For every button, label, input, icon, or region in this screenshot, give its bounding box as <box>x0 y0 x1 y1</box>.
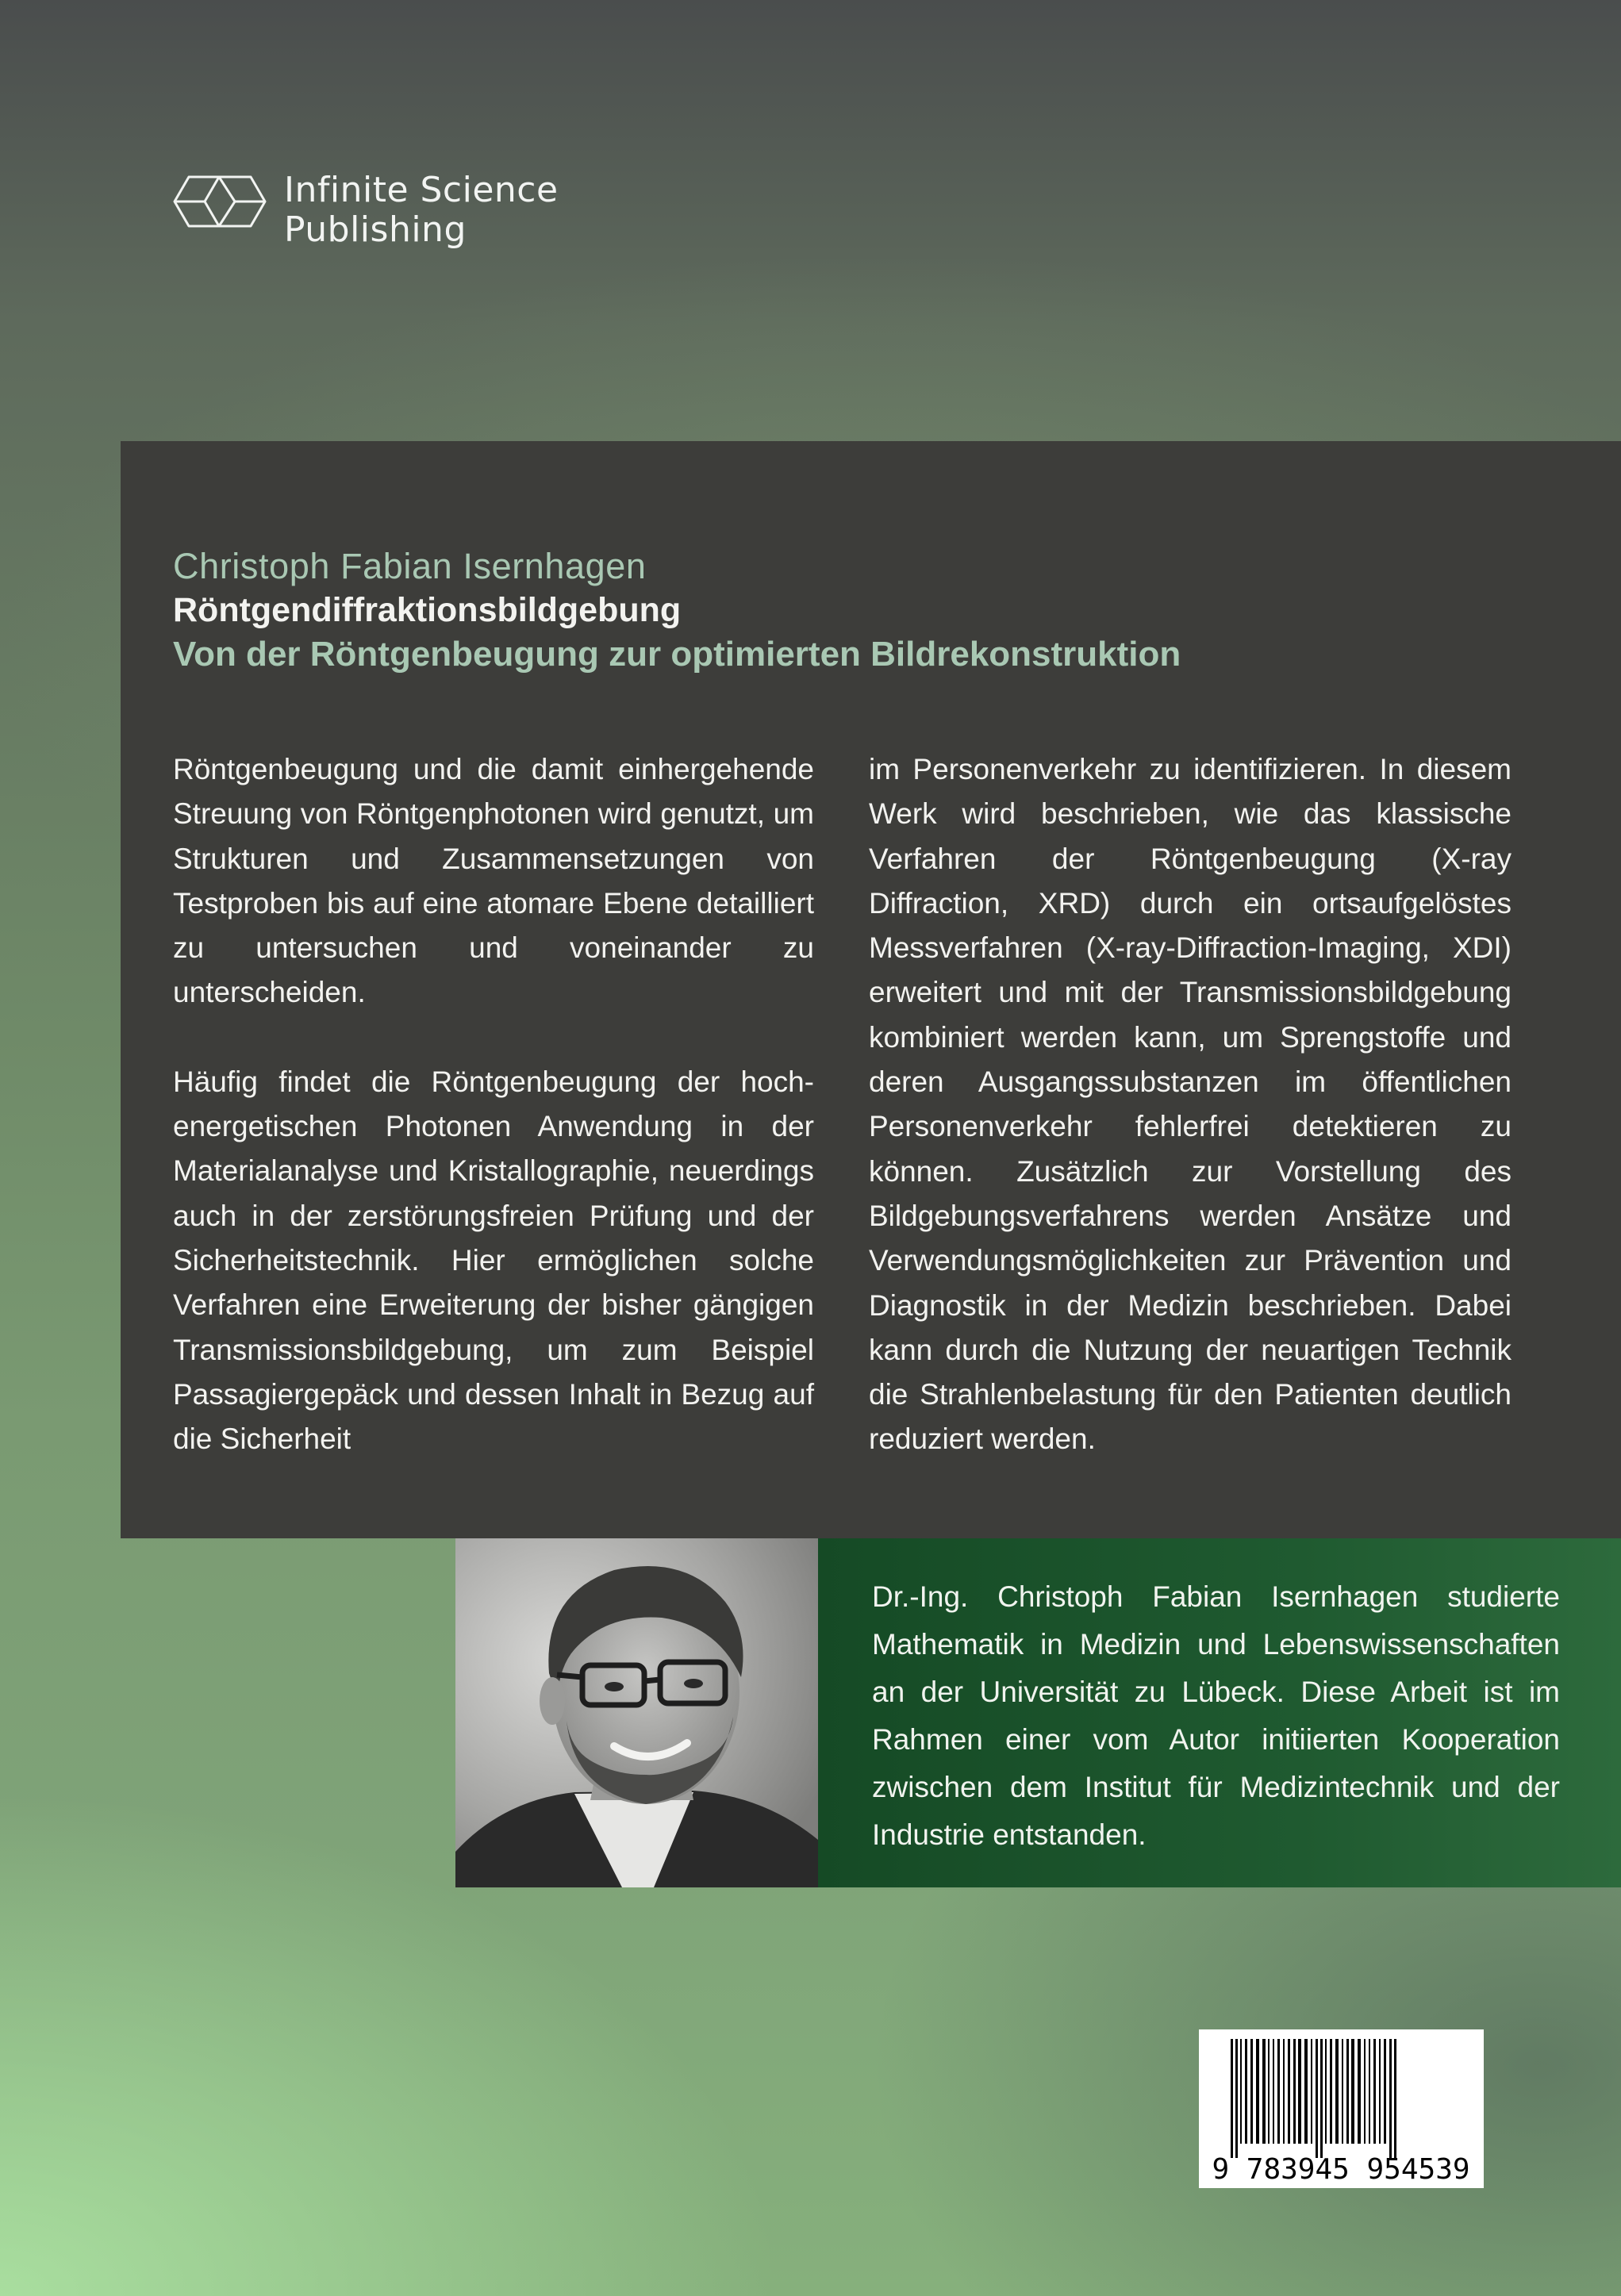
publisher-name-line2: Publishing <box>284 209 467 250</box>
book-title: Röntgendiffraktionsbildgebung <box>173 591 682 629</box>
barcode-bar <box>1389 2039 1392 2158</box>
author-name: Christoph Fabian Isernhagen <box>173 546 647 586</box>
barcode-bar <box>1346 2039 1349 2144</box>
blurb-panel <box>121 441 1621 1538</box>
blurb-column-right <box>869 747 1512 1462</box>
barcode-bar <box>1283 2039 1285 2144</box>
barcode-bar <box>1262 2039 1266 2144</box>
barcode-bar <box>1351 2039 1354 2144</box>
publisher-logo <box>173 171 559 250</box>
barcode-bar <box>1240 2039 1242 2144</box>
publisher-name-line1: Infinite Science <box>284 170 559 210</box>
barcode-bar <box>1304 2039 1308 2144</box>
barcode-bar <box>1268 2039 1270 2144</box>
barcode-bar <box>1311 2039 1312 2144</box>
publisher-name <box>284 171 559 250</box>
blurb-paragraph: im Personenverkehr zu identifizieren. In diesem Werk wird beschrieben, wie das klassische Verfahren der Röntgenbeugung (X-ray Diffraction, XRD) durch ein ortsaufgelöstes Messverfahren (X-ray-Diffraction-Imaging, XDI) erweitert und mit der Transmissionsbildgebung kombiniert werden kann, um Sprengstoffe und deren Ausgangssubstanzen im öffentlichen Personenverkehr fehlerfrei detektieren zu können. Zusätzlich zur Vorstellung des Bildgebungsverfahrens werden Ansätze und Verwendungsmöglichkeiten zur Prävention und Diagnostik in der Medizin beschrieben. Dabei kann durch die Nutzung der neuartigen Technik die Strahlenbelastung für den Patienten deutlich reduziert werden. <box>869 753 1512 1456</box>
barcode-bar <box>1273 2039 1274 2144</box>
barcode-bar <box>1384 2039 1386 2144</box>
isbn-number: 9 783945 954539 <box>1212 2153 1470 2186</box>
barcode-bar <box>1364 2039 1366 2144</box>
blurb-paragraph: Häufig findet die Röntgenbeugung der hoch-energetischen Photonen Anwendung in der Materialanalyse und Kristallographie, neuerdings auch in der zerstörungsfreien Prüfung und der Sicherheitstechnik. Hier ermöglichen solche Verfahren eine Erweiterung der bisher gängigen Transmissionsbildgebung, um zum Beispiel Passagiergepäck und dessen Inhalt in Bezug auf die Sicherheit <box>173 1065 814 1456</box>
barcode-bar <box>1373 2039 1376 2144</box>
barcode-bar <box>1245 2039 1247 2144</box>
author-bio: Dr.-Ing. Christoph Fabian Isernhagen studierte Mathematik in Medizin und Lebenswissenschaften an der Universität zu Lübeck. Diese Arbeit ist im Rahmen einer vom Autor initiierten Kooperation zwischen dem Institut für Medizintechnik und der Industrie entstanden. <box>872 1580 1560 1851</box>
barcode-bar <box>1293 2039 1296 2144</box>
barcode-bars <box>1231 2039 1396 2158</box>
barcode-bar <box>1369 2039 1370 2144</box>
author-photo <box>455 1538 818 1887</box>
author-portrait-image <box>455 1538 818 1887</box>
barcode-bar <box>1250 2039 1253 2144</box>
barcode-bar <box>1358 2039 1361 2144</box>
barcode-bar <box>1394 2039 1396 2158</box>
barcode-bar <box>1379 2039 1381 2144</box>
hexagon-cube-logo-icon <box>173 174 267 229</box>
barcode-bar <box>1256 2039 1259 2144</box>
barcode-bar <box>1277 2039 1280 2144</box>
blurb-column-left <box>173 747 814 1461</box>
barcode-bar <box>1316 2039 1318 2158</box>
barcode-bar <box>1330 2039 1332 2144</box>
barcode-bar <box>1298 2039 1301 2144</box>
barcode-image <box>1199 2029 1484 2188</box>
isbn-barcode <box>1199 2029 1484 2188</box>
author-bio-box <box>818 1538 1621 1887</box>
barcode-bar <box>1235 2039 1238 2158</box>
barcode-bar <box>1342 2039 1343 2144</box>
barcode-bar <box>1231 2039 1233 2158</box>
barcode-bar <box>1320 2039 1323 2158</box>
barcode-bar <box>1325 2039 1327 2144</box>
barcode-bar <box>1288 2039 1290 2144</box>
barcode-bar <box>1335 2039 1339 2144</box>
book-subtitle: Von der Röntgenbeugung zur optimierten Bildrekonstruktion <box>173 635 1181 674</box>
blurb-paragraph: Röntgenbeugung und die damit einhergehende Streuung von Röntgenphotonen wird genutzt, um Strukturen und Zusammensetzungen von Testproben bis auf eine atomare Ebene detailliert zu untersuchen und voneinander zu unterscheiden. <box>173 753 814 1009</box>
